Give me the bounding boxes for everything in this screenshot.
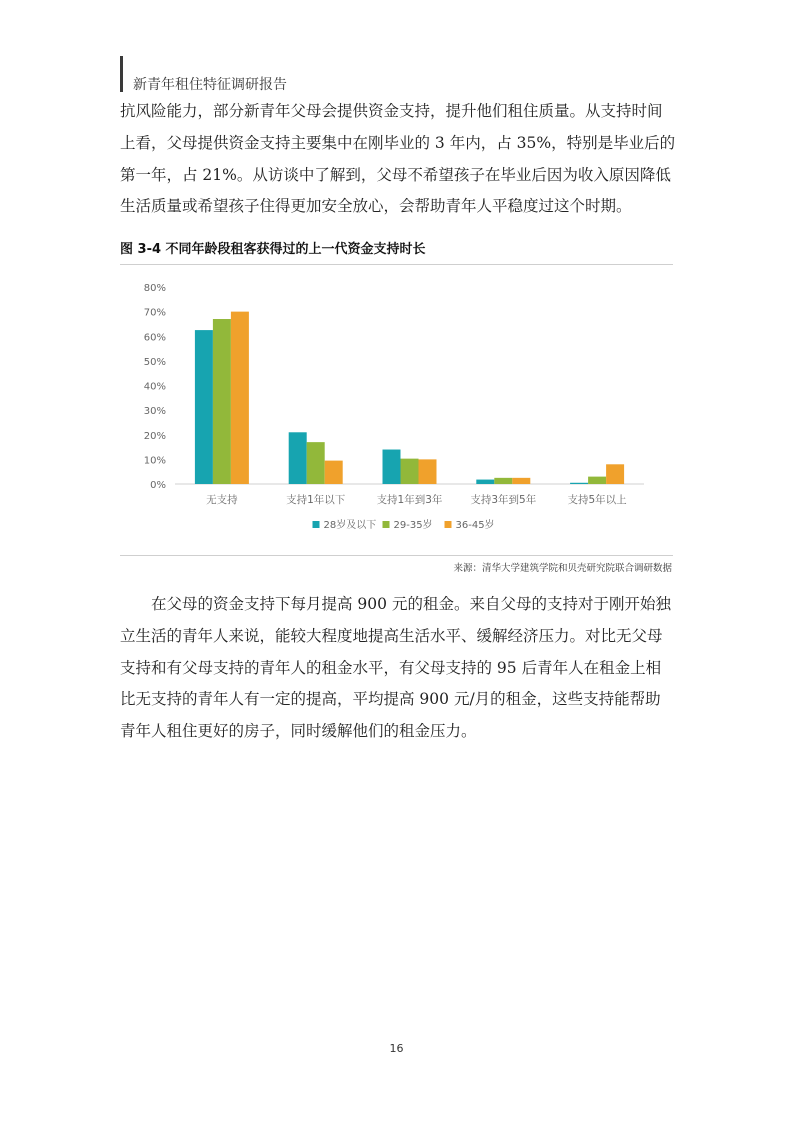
bar [476, 480, 494, 484]
y-tick-label: 20% [143, 430, 166, 442]
bar [289, 432, 307, 484]
x-category-label: 支持3年到5年 [470, 494, 537, 506]
y-tick-label: 40% [143, 381, 166, 393]
legend-swatch [383, 521, 390, 528]
bar [213, 319, 231, 484]
legend-swatch [445, 521, 452, 528]
bar [494, 478, 512, 484]
bar [383, 450, 401, 484]
header-accent-bar [120, 56, 123, 92]
y-tick-label: 70% [143, 307, 166, 319]
y-tick-label: 10% [143, 455, 166, 467]
y-tick-label: 0% [150, 480, 166, 491]
text-line: 支持和有父母支持的青年人的租金水平，有父母支持的 95 后青年人在租金上相 [120, 658, 662, 677]
y-tick-label: 30% [143, 406, 166, 418]
legend-label: 36-45岁 [455, 520, 495, 531]
y-tick-label: 80% [143, 283, 166, 294]
paragraph-body [120, 589, 676, 748]
text-line: 生活质量或希望孩子住得更加安全放心，会帮助青年人平稳度过这个时期。 [120, 197, 632, 216]
bar [325, 461, 343, 484]
bar [512, 478, 530, 484]
x-category-label: 支持1年到3年 [376, 494, 443, 506]
bar [401, 459, 419, 484]
legend-label: 28岁及以下 [323, 520, 377, 531]
paragraph-intro [120, 96, 676, 223]
bar [570, 483, 588, 484]
text-line: 第一年，占 21%。从访谈中了解到，父母不希望孩子在毕业后因为收入原因降低 [120, 165, 671, 184]
figure-top-rule [120, 264, 673, 265]
text-line: 青年人租住更好的房子，同时缓解他们的租金压力。 [120, 722, 477, 741]
x-category-label: 支持5年以上 [567, 494, 627, 506]
report-title: 新青年租住特征调研报告 [133, 77, 287, 93]
text-line: 立生活的青年人来说，能较大程度地提高生活水平、缓解经济压力。对比无父母 [120, 626, 663, 645]
y-tick-label: 50% [143, 356, 166, 368]
page-number: 16 [389, 1042, 404, 1055]
bar [419, 459, 437, 484]
x-category-label: 支持1年以下 [286, 494, 346, 506]
bar [231, 312, 249, 484]
bar [307, 442, 325, 484]
text-line: 比无支持的青年人有一定的提高，平均提高 900 元/月的租金，这些支持能帮助 [120, 690, 661, 709]
y-tick-label: 60% [143, 332, 166, 344]
figure-source: 来源：清华大学建筑学院和贝壳研究院联合调研数据 [453, 563, 672, 574]
figure-bottom-rule [120, 555, 673, 556]
text-line: 抗风险能力，部分新青年父母会提供资金支持，提升他们租住质量。从支持时间 [120, 102, 663, 120]
legend-label: 29-35岁 [393, 520, 433, 531]
x-category-label: 无支持 [206, 494, 238, 506]
figure-caption: 图 3-4 不同年龄段租客获得过的上一代资金支持时长 [120, 242, 426, 257]
legend-swatch [313, 521, 320, 528]
bar [606, 464, 624, 484]
text-line: 上看，父母提供资金支持主要集中在刚毕业的 3 年内，占 35%，特别是毕业后的 [120, 133, 676, 152]
bar [195, 330, 213, 484]
bar [588, 477, 606, 484]
text-line: 在父母的资金支持下每月提高 900 元的租金。来自父母的支持对于刚开始独 [151, 595, 671, 613]
bar-chart [120, 270, 673, 553]
